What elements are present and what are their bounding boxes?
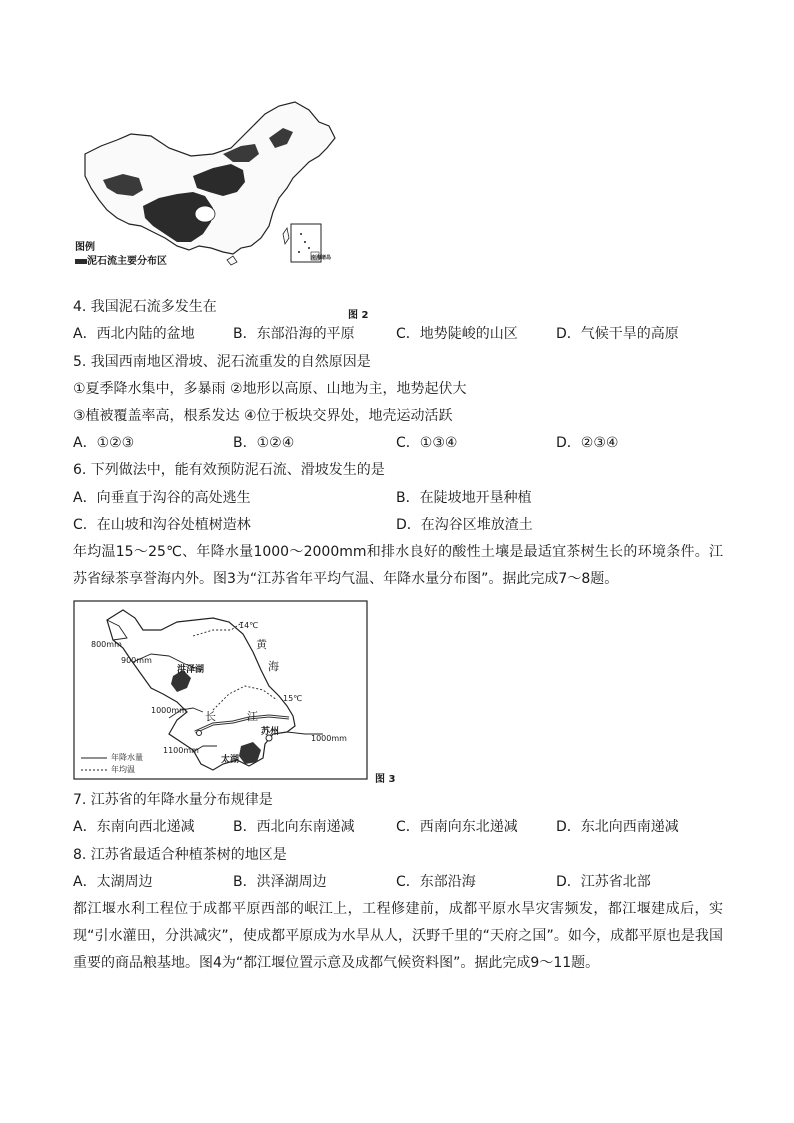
label-huang: 黄	[256, 638, 267, 651]
question-5-statements-2: ③植被覆盖率高，根系发达 ④位于板块交界处，地壳运动活跃	[73, 408, 453, 424]
label-hongze: 洪泽湖	[177, 665, 205, 675]
question-8-option-a[interactable]: A．太湖周边	[73, 874, 153, 890]
label-15c: 15℃	[283, 694, 303, 703]
question-6-stem: 6. 下列做法中，能有效预防泥石流、滑坡发生的是	[73, 462, 385, 478]
figure-3-jiangsu-map	[73, 600, 368, 780]
figure-2-legend-item	[75, 252, 167, 267]
question-7-option-c[interactable]: C．西南向东北递减	[396, 819, 518, 835]
intro-paragraph-dujiangyan: 都江堰水利工程位于成都平原西部的岷江上，工程修建前，成都平原水旱灾害频发，都江堰建成后，实现“引水灌田，分洪减灾”，使成都平原成为水旱从人，沃野千里的“天府之国”。如今，成都平原也是我国重要的商品粮基地。图4为“都江堰位置示意及成都气候资料图”。据此完成9～11题。	[73, 901, 723, 971]
question-4-stem: 4. 我国泥石流多发生在	[73, 299, 217, 315]
intro-paragraph-jiangsu: 年均温15～25℃、年降水量1000～2000mm和排水良好的酸性土壤是最适宜茶树生长的环境条件。江苏省绿茶享誉海内外。图3为“江苏省年平均气温、年降水量分布图”。据此完成7～8题。	[73, 544, 723, 587]
question-5-option-d[interactable]: D．②③④	[556, 435, 619, 451]
china-map-svg	[73, 96, 373, 266]
question-7-option-d[interactable]: D．东北向西南递减	[556, 819, 679, 835]
label-1000mm-east: 1000mm	[311, 734, 347, 743]
legend-isotherm: 年均温	[111, 765, 135, 774]
label-900mm: 900mm	[121, 656, 152, 665]
question-7-option-a[interactable]: A．东南向西北递减	[73, 819, 195, 835]
sichuan-basin	[195, 206, 215, 222]
figure-2-china-map	[73, 96, 373, 266]
question-5-option-a[interactable]: A．①②③	[73, 435, 135, 451]
label-14c: 14℃	[239, 621, 259, 630]
legend-swatch	[75, 259, 87, 264]
question-8-option-b[interactable]: B．洪泽湖周边	[233, 874, 327, 890]
question-8-option-c[interactable]: C．东部沿海	[396, 874, 476, 890]
figure-2-caption: 图 2	[348, 310, 369, 321]
question-5-statements-1: ①夏季降水集中，多暴雨 ②地形以高原、山地为主，地势起伏大	[73, 381, 467, 397]
label-chang: 长	[205, 710, 216, 723]
legend-item-label: 泥石流主要分布区	[87, 256, 167, 267]
question-7-option-b[interactable]: B．西北向东南递减	[233, 819, 355, 835]
legend-isohyet: 年降水量	[111, 753, 143, 762]
question-4-option-c[interactable]: C．地势陡峻的山区	[396, 326, 518, 342]
question-6-option-d[interactable]: D．在沟谷区堆放渣土	[396, 517, 533, 533]
question-4-option-a[interactable]: A．西北内陆的盆地	[73, 326, 195, 342]
label-taihu: 太湖	[221, 755, 240, 765]
question-5-option-c[interactable]: C．①③④	[396, 435, 458, 451]
figure-2-inset-label: 南海诸岛	[311, 255, 332, 261]
figure-3-caption: 图 3	[375, 774, 396, 785]
question-4-option-d[interactable]: D．气候干旱的高原	[556, 326, 679, 342]
question-5-stem: 5. 我国西南地区滑坡、泥石流重发的自然原因是	[73, 354, 371, 370]
question-8-option-d[interactable]: D．江苏省北部	[556, 874, 651, 890]
question-6-option-a[interactable]: A．向垂直于沟谷的高处逃生	[73, 490, 251, 506]
label-1100mm: 1100mm	[163, 746, 199, 755]
question-7-stem: 7. 江苏省的年降水量分布规律是	[73, 792, 273, 808]
label-1000mm-west: 1000mm	[151, 706, 187, 715]
label-suzhou: 苏州	[261, 727, 280, 737]
question-6-option-b[interactable]: B．在陡坡地开垦种植	[396, 490, 532, 506]
label-800mm: 800mm	[91, 640, 122, 649]
label-hai: 海	[268, 660, 279, 673]
figure-2-legend-title: 图例	[75, 242, 95, 253]
question-4-option-b[interactable]: B．东部沿海的平原	[233, 326, 355, 342]
question-8-stem: 8. 江苏省最适合种植茶树的地区是	[73, 847, 287, 863]
question-6-option-c[interactable]: C．在山坡和沟谷处植树造林	[73, 517, 251, 533]
label-jiang: 江	[247, 710, 258, 723]
taiwan-island	[283, 228, 289, 244]
city-dot	[197, 731, 202, 736]
question-5-option-b[interactable]: B．①②④	[233, 435, 295, 451]
hainan-island	[227, 256, 237, 265]
